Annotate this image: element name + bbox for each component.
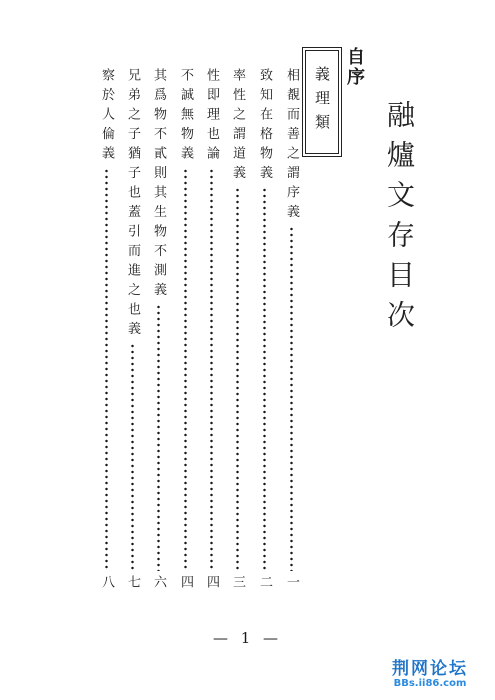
dot-leader: [290, 226, 293, 571]
entry-title: 致知在格物義: [257, 68, 272, 185]
toc-entry: [95, 68, 117, 588]
entry-title: 相覩而善之謂序義: [284, 68, 299, 224]
dot-leader: [184, 168, 187, 572]
entry-title: 其爲物不貳則其生物不測義: [151, 68, 166, 302]
entry-page: 七: [125, 575, 140, 588]
toc-entry: [147, 68, 169, 588]
dot-leader: [105, 168, 108, 572]
category-label: 義理類: [313, 66, 331, 138]
toc-entry: [253, 68, 275, 588]
entry-page: 一: [284, 575, 299, 588]
entry-page: 二: [257, 575, 272, 588]
toc-entry: [174, 68, 196, 588]
forum-watermark: [375, 660, 485, 690]
entry-title: 性即理也論: [204, 68, 219, 166]
toc-entry: [121, 68, 143, 588]
dot-leader: [131, 343, 134, 571]
entry-title: 不誠無物義: [178, 68, 193, 166]
entry-page: 四: [178, 575, 193, 588]
entry-title: 兄弟之子猶子也蓋引而進之也義: [125, 68, 140, 341]
dot-leader: [210, 168, 213, 572]
entry-title: 率性之謂道義: [230, 68, 245, 185]
entry-page: 六: [151, 575, 166, 588]
page-number: — 1 —: [212, 629, 283, 647]
toc-entry: [280, 68, 302, 588]
watermark-name: 荆网论坛: [392, 659, 468, 679]
toc-entry: [226, 68, 248, 588]
dot-leader: [263, 187, 266, 571]
toc-entry: [200, 68, 222, 588]
watermark-url: BBs.ii86.com: [393, 678, 467, 689]
preface-heading: 自序: [344, 47, 365, 87]
entry-page: 三: [230, 575, 245, 588]
entry-page: 八: [99, 575, 114, 588]
entry-title: 察於人倫義: [99, 68, 114, 166]
dot-leader: [157, 304, 160, 571]
category-box: [302, 47, 342, 157]
dot-leader: [236, 187, 239, 571]
book-title: 融爐文存目次: [383, 100, 416, 340]
entry-page: 四: [204, 575, 219, 588]
